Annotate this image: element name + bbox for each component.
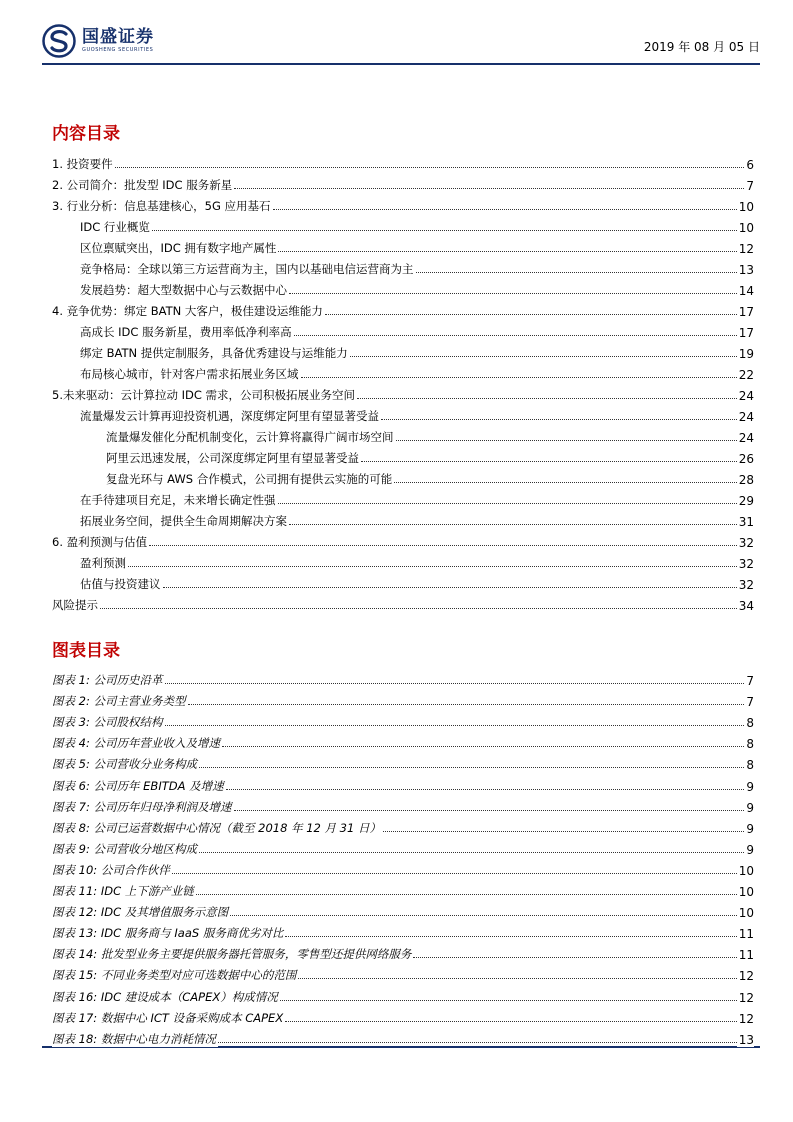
figure-entry[interactable] — [52, 794, 754, 815]
dot-leader — [128, 565, 737, 567]
toc-entry[interactable] — [52, 298, 754, 319]
figure-entry-label: 图表 18: 数据中心电力消耗情况 — [52, 1031, 216, 1046]
dot-leader — [325, 313, 737, 315]
figure-entry-label: 图表 9: 公司营收分地区构成 — [52, 841, 198, 856]
dot-leader — [278, 502, 737, 504]
toc-entry-label: 2. 公司简介：批发型 IDC 服务新星 — [52, 178, 233, 192]
dot-leader — [289, 523, 737, 525]
dot-leader — [222, 745, 744, 747]
figure-entry-page-number: 9 — [746, 779, 754, 794]
dot-leader — [165, 724, 745, 726]
toc-entry[interactable] — [52, 424, 754, 445]
dot-leader — [361, 460, 737, 462]
toc-entry[interactable] — [52, 277, 754, 298]
guosheng-logo-icon — [42, 24, 76, 58]
toc-entry[interactable] — [52, 382, 754, 403]
figure-entry-page-number: 10 — [738, 863, 754, 878]
toc-entry[interactable] — [52, 193, 754, 214]
toc-entry[interactable] — [52, 151, 754, 172]
figure-entry-page-number: 8 — [746, 716, 754, 731]
toc-entry-page-number: 24 — [738, 410, 754, 424]
toc-entry-label: 流量爆发催化分配机制变化，云计算将赢得广阔市场空间 — [106, 430, 394, 444]
figure-entry[interactable] — [52, 899, 754, 920]
toc-title: 内容目录 — [52, 124, 120, 144]
dot-leader — [278, 250, 736, 252]
toc-entry-page-number: 24 — [738, 389, 754, 403]
toc-entry-label: 4. 竞争优势：绑定 BATN 大客户，极佳建设运维能力 — [52, 304, 323, 318]
toc-entry-page-number: 14 — [738, 284, 754, 298]
figure-entry[interactable] — [52, 688, 754, 709]
dot-leader — [196, 893, 737, 895]
figure-entry-label: 图表 17: 数据中心 ICT 设备采购成本 CAPEX — [52, 1010, 284, 1025]
dot-leader — [218, 1041, 737, 1043]
toc-entry[interactable] — [52, 340, 754, 361]
toc-entry[interactable] — [52, 487, 754, 508]
dot-leader — [165, 682, 745, 684]
toc-entry-page-number: 17 — [738, 305, 754, 319]
toc-entry[interactable] — [52, 214, 754, 235]
list-of-figures — [52, 667, 754, 1047]
figure-entry-page-number: 11 — [738, 948, 754, 963]
figure-entry-label: 图表 3: 公司股权结构 — [52, 715, 163, 730]
figure-entry-page-number: 10 — [738, 885, 754, 900]
toc-entry-label: 复盘光环与 AWS 合作模式，公司拥有提供云实施的可能 — [106, 472, 393, 486]
logo-chinese-name: 国盛证券 — [82, 27, 154, 47]
dot-leader — [396, 439, 737, 441]
dot-leader — [163, 586, 737, 588]
figure-entry-page-number: 7 — [746, 695, 754, 710]
toc-entry[interactable] — [52, 508, 754, 529]
toc-entry-page-number: 34 — [738, 599, 754, 613]
dot-leader — [381, 418, 737, 420]
figure-entry-page-number: 9 — [746, 800, 754, 815]
dot-leader — [230, 914, 736, 916]
toc-entry-page-number: 19 — [738, 347, 754, 361]
toc-entry[interactable] — [52, 445, 754, 466]
table-of-contents — [52, 151, 754, 613]
figure-entry[interactable] — [52, 983, 754, 1004]
toc-entry-label: 高成长 IDC 服务新星，费用率低净利率高 — [80, 325, 292, 339]
dot-leader — [298, 977, 736, 979]
toc-entry-page-number: 10 — [738, 200, 754, 214]
toc-entry-page-number: 32 — [738, 578, 754, 592]
figure-entry-page-number: 12 — [738, 1011, 754, 1026]
dot-leader — [285, 1020, 737, 1022]
figure-entry-label: 图表 7: 公司历年归母净利润及增速 — [52, 799, 232, 814]
toc-entry-page-number: 6 — [746, 158, 754, 172]
toc-entry-page-number: 7 — [746, 179, 754, 193]
figure-entry[interactable] — [52, 920, 754, 941]
dot-leader — [280, 999, 737, 1001]
page-header — [42, 22, 760, 60]
toc-entry-page-number: 29 — [738, 494, 754, 508]
toc-entry-page-number: 24 — [738, 431, 754, 445]
figure-entry-label: 图表 14: 批发型业务主要提供服务器托管服务，零售型还提供网络服务 — [52, 947, 412, 962]
toc-entry-page-number: 31 — [738, 515, 754, 529]
dot-leader — [149, 544, 737, 546]
toc-entry[interactable] — [52, 235, 754, 256]
toc-entry-page-number: 13 — [738, 263, 754, 277]
dot-leader — [152, 229, 737, 231]
figure-entry-label: 图表 16: IDC 建设成本（CAPEX）构成情况 — [52, 989, 278, 1004]
toc-entry-page-number: 32 — [738, 536, 754, 550]
figure-entry-page-number: 10 — [738, 906, 754, 921]
toc-entry[interactable] — [52, 403, 754, 424]
toc-entry-label: 盈利预测 — [80, 556, 126, 570]
toc-entry-page-number: 22 — [738, 368, 754, 382]
dot-leader — [383, 830, 744, 832]
dot-leader — [199, 851, 744, 853]
figure-entry-page-number: 8 — [746, 737, 754, 752]
toc-entry-label: 风险提示 — [52, 598, 98, 612]
toc-entry-label: 1. 投资要件 — [52, 157, 113, 171]
toc-entry[interactable] — [52, 550, 754, 571]
figure-entry-label: 图表 15: 不同业务类型对应可选数据中心的范围 — [52, 968, 297, 983]
toc-entry-page-number: 26 — [738, 452, 754, 466]
dot-leader — [234, 809, 745, 811]
figure-entry-page-number: 13 — [738, 1032, 754, 1047]
toc-entry-label: 发展趋势：超大型数据中心与云数据中心 — [80, 283, 287, 297]
toc-entry-label: 5.未来驱动：云计算拉动 IDC 需求，公司积极拓展业务空间 — [52, 388, 356, 402]
figure-entry-page-number: 9 — [746, 842, 754, 857]
dot-leader — [100, 607, 737, 609]
dot-leader — [199, 766, 744, 768]
toc-entry-label: IDC 行业概览 — [80, 220, 150, 234]
dot-leader — [301, 376, 737, 378]
toc-entry-page-number: 12 — [738, 242, 754, 256]
figure-entry[interactable] — [52, 709, 754, 730]
figure-entry[interactable] — [52, 836, 754, 857]
figure-entry[interactable] — [52, 941, 754, 962]
figure-entry-page-number: 12 — [738, 969, 754, 984]
figure-entry[interactable] — [52, 772, 754, 793]
dot-leader — [285, 935, 736, 937]
dot-leader — [394, 481, 737, 483]
logo-english-name: GUOSHENG SECURITIES — [82, 47, 154, 53]
dot-leader — [115, 166, 745, 168]
report-date: 2019 年 08 月 05 日 — [643, 40, 760, 54]
figure-entry-label: 图表 6: 公司历年 EBITDA 及增速 — [52, 778, 224, 793]
toc-entry[interactable] — [52, 319, 754, 340]
figure-entry-label: 图表 5: 公司营收分业务构成 — [52, 757, 198, 772]
figure-entry[interactable] — [52, 730, 754, 751]
figure-entry-label: 图表 13: IDC 服务商与 IaaS 服务商优劣对比 — [52, 926, 284, 941]
dot-leader — [188, 703, 745, 705]
toc-entry[interactable] — [52, 466, 754, 487]
toc-entry[interactable] — [52, 361, 754, 382]
figure-entry[interactable] — [52, 1026, 754, 1047]
figure-entry-page-number: 7 — [746, 674, 754, 689]
toc-entry-label: 绑定 BATN 提供定制服务，具备优秀建设与运维能力 — [80, 346, 348, 360]
toc-entry[interactable] — [52, 571, 754, 592]
toc-entry-page-number: 17 — [738, 326, 754, 340]
toc-entry-label: 流量爆发云计算再迎投资机遇，深度绑定阿里有望显著受益 — [80, 409, 379, 423]
figure-entry[interactable] — [52, 878, 754, 899]
dot-leader — [273, 208, 737, 210]
toc-entry-label: 3. 行业分析：信息基建核心，5G 应用基石 — [52, 199, 271, 213]
figure-entry-page-number: 9 — [746, 821, 754, 836]
figure-entry-page-number: 8 — [746, 758, 754, 773]
figure-entry-label: 图表 8: 公司已运营数据中心情况（截至 2018 年 12 月 31 日） — [52, 820, 381, 835]
figure-entry[interactable] — [52, 1005, 754, 1026]
figure-entry[interactable] — [52, 962, 754, 983]
toc-entry-label: 估值与投资建议 — [80, 577, 161, 591]
figure-entry[interactable] — [52, 667, 754, 688]
figure-entry-label: 图表 2: 公司主营业务类型 — [52, 694, 186, 709]
dot-leader — [294, 334, 737, 336]
toc-entry[interactable] — [52, 256, 754, 277]
toc-entry-label: 阿里云迅速发展，公司深度绑定阿里有望显著受益 — [106, 451, 359, 465]
header-divider — [42, 63, 760, 65]
toc-entry-label: 拓展业务空间，提供全生命周期解决方案 — [80, 514, 287, 528]
figure-entry[interactable] — [52, 815, 754, 836]
company-logo — [42, 22, 154, 60]
dot-leader — [350, 355, 737, 357]
figure-entry-label: 图表 1: 公司历史沿革 — [52, 673, 163, 688]
toc-entry-label: 竞争格局：全球以第三方运营商为主，国内以基础电信运营商为主 — [80, 262, 414, 276]
toc-entry[interactable] — [52, 529, 754, 550]
toc-entry-label: 区位禀赋突出，IDC 拥有数字地产属性 — [80, 241, 277, 255]
toc-entry[interactable] — [52, 172, 754, 193]
toc-entry-page-number: 32 — [738, 557, 754, 571]
figure-entry-label: 图表 10: 公司合作伙伴 — [52, 862, 170, 877]
figures-title: 图表目录 — [52, 641, 120, 661]
toc-entry[interactable] — [52, 592, 754, 613]
figure-entry-page-number: 12 — [738, 990, 754, 1005]
figure-entry[interactable] — [52, 857, 754, 878]
dot-leader — [413, 956, 736, 958]
dot-leader — [172, 872, 737, 874]
toc-entry-page-number: 10 — [738, 221, 754, 235]
figure-entry-page-number: 11 — [738, 927, 754, 942]
figure-entry-label: 图表 11: IDC 上下游产业链 — [52, 884, 194, 899]
toc-entry-label: 布局核心城市，针对客户需求拓展业务区域 — [80, 367, 299, 381]
dot-leader — [357, 397, 737, 399]
figure-entry-label: 图表 12: IDC 及其增值服务示意图 — [52, 905, 229, 920]
dot-leader — [289, 292, 737, 294]
toc-entry-label: 在手待建项目充足，未来增长确定性强 — [80, 493, 276, 507]
figure-entry-label: 图表 4: 公司历年营业收入及增速 — [52, 736, 221, 751]
dot-leader — [416, 271, 737, 273]
dot-leader — [226, 788, 745, 790]
figure-entry[interactable] — [52, 751, 754, 772]
toc-entry-label: 6. 盈利预测与估值 — [52, 535, 148, 549]
toc-entry-page-number: 28 — [738, 473, 754, 487]
dot-leader — [234, 187, 744, 189]
